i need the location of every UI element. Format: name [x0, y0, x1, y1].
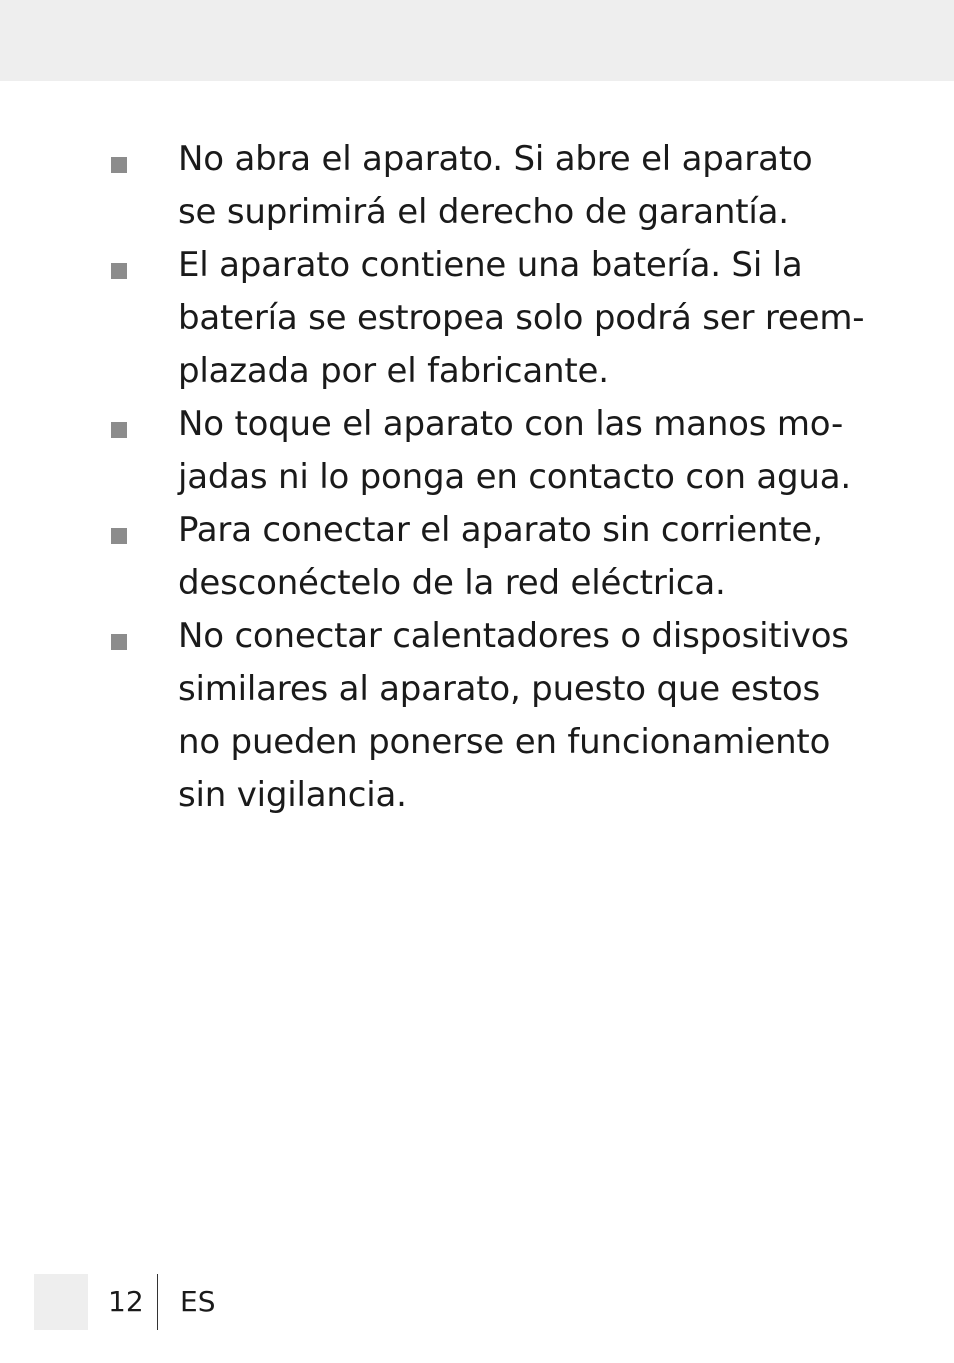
bullet-square-icon	[111, 528, 127, 544]
item-line: batería se estropea solo podrá ser reem-	[178, 298, 865, 338]
language-code: ES	[180, 1285, 216, 1318]
footer-marker-box	[34, 1274, 88, 1330]
item-line: desconéctelo de la red eléctrica.	[178, 563, 726, 603]
item-line: plazada por el fabricante.	[178, 351, 609, 391]
item-line: No toque el aparato con las manos mo-	[178, 404, 844, 444]
header-band	[0, 0, 954, 81]
item-line: no pueden ponerse en funcionamiento	[178, 722, 831, 762]
footer-divider	[157, 1274, 158, 1330]
bullet-square-icon	[111, 422, 127, 438]
item-line: No conectar calentadores o dispositivos	[178, 616, 849, 656]
list-item	[0, 398, 954, 504]
bullet-square-icon	[111, 634, 127, 650]
bullet-square-icon	[111, 263, 127, 279]
safety-instructions-list	[0, 133, 954, 822]
item-line: similares al aparato, puesto que estos	[178, 669, 821, 709]
list-item	[0, 239, 954, 398]
item-line: Para conectar el aparato sin corriente,	[178, 510, 823, 550]
item-line: sin vigilancia.	[178, 775, 407, 815]
list-item	[0, 610, 954, 822]
item-line: jadas ni lo ponga en contacto con agua.	[178, 457, 852, 497]
list-item	[0, 504, 954, 610]
page-number: 12	[108, 1285, 144, 1318]
page-footer	[0, 1274, 954, 1330]
item-line: se suprimirá el derecho de garantía.	[178, 192, 789, 232]
list-item	[0, 133, 954, 239]
bullet-square-icon	[111, 157, 127, 173]
item-line: El aparato contiene una batería. Si la	[178, 245, 803, 285]
item-line: No abra el aparato. Si abre el aparato	[178, 139, 813, 179]
